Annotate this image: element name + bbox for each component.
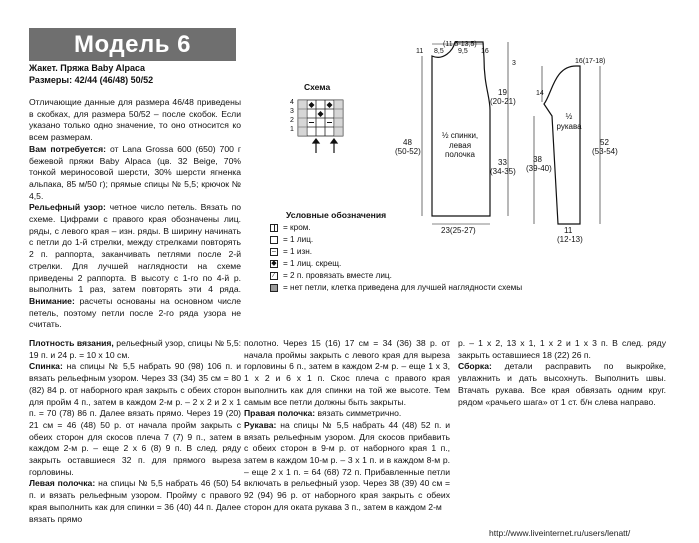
- edge-stitch-column-right: [334, 100, 343, 136]
- legend-item-k2tog: ⁄ = 2 п. провязать вместе лиц.: [270, 270, 392, 281]
- body-width: 23(25-27): [441, 226, 476, 235]
- dim-3: 3: [512, 60, 516, 67]
- assembly-label: Сборка:: [458, 361, 492, 372]
- twisted-knit-icon: ◆: [271, 259, 277, 267]
- dim-shoulder-11: 11: [416, 48, 424, 55]
- materials-text: от Lana Grossa 600 (650) 700 г бежевой пряжи Baby Alpaca (цв. 32 Beige, 70% тонкой мериносовой шерсти, 30% шерсти ягненка альпака, 85 м/50 г); прямые спицы № 5,5; крючок № 4,5.: [29, 143, 242, 201]
- sleeve-side-length-alt: (39-40): [526, 164, 552, 173]
- assembly-text: детали расправить по выкройке, увлажнить и дать высохнуть. Выполнить швы. Втачать рукава. Все края обвязать одним круг. рядом «рачьего шага» от 1 ст. б/н слева направо.: [458, 361, 666, 407]
- materials-paragraph: [29, 144, 241, 203]
- sleeve-length: 52: [600, 138, 609, 147]
- yarn-line: Жакет. Пряжа Baby Alpaca: [29, 63, 146, 73]
- assembly-paragraph: [458, 361, 666, 408]
- row-number-1: 1: [290, 126, 294, 133]
- row-number-4: 4: [290, 99, 294, 106]
- no-stitch-icon: [270, 284, 278, 292]
- neck-size-range: (11,5-13,5): [443, 41, 477, 48]
- sleeve-part-label: ½ рукава: [556, 112, 582, 131]
- materials-label: Вам потребуется:: [29, 143, 106, 154]
- column-2: [244, 338, 450, 514]
- pattern-text: четное число петель. Вязать по схеме. Цифрами с правого края обозначены лиц. ряды, с левого края – изн. ряды. В ширину начинать с петли до 1-й стрелки, между стрелками повторять 2 п. раппорта, заканчивать петлями после 2-й стрелки. Для лучшей наглядности на схеме приведены 2 раппорта. В высоту с 1-го по 4-й р. выполнить 1 раз, затем повторять эти 4 ряда.: [29, 202, 242, 295]
- side-height: 33: [498, 158, 507, 167]
- sleeve-label: Рукава:: [244, 419, 277, 430]
- left-front-label: Левая полочка:: [29, 478, 96, 489]
- back-label: Спинка:: [29, 361, 63, 372]
- body-length-alt: (50-52): [395, 147, 421, 156]
- sleeve-text: на спицы № 5,5 набрать 44 (48) 52 п. и вязать рельефным узором. Для скосов прибавить с обеих сторон в 9-м р. от наборного края 1 п., затем в каждом 10-м р. – 3 х 1 п. и в каждом 8-м р. – еще 2 х 1 п. = 64 (68) 72 п. Прибавленные петли включать в рельефный узор. Через 38 (39) 40 см = 92 (94) 96 р. от наборного края закрыть с обеих сторон для оката рукава 3 п., затем в каждом 2-м: [244, 419, 450, 512]
- sizes-line: Размеры: 42/44 (46/48) 50/52: [29, 74, 154, 85]
- pattern-label: Рельефный узор:: [29, 202, 106, 213]
- right-front-paragraph: [244, 408, 450, 420]
- legend-item-purl: – = 1 изн.: [270, 246, 312, 257]
- stitch-chart: [296, 98, 348, 156]
- dim-9-5: 9,5: [458, 48, 468, 55]
- k2tog-icon: ⁄: [270, 272, 278, 280]
- legend-item-knit: = 1 лиц.: [270, 234, 313, 245]
- density-text: рельефный узор, спицы № 5,5: 19 п. и 24 р. = 10 х 10 см.: [29, 338, 242, 360]
- schema-label: Схема: [304, 82, 331, 92]
- legend-item-no-stitch: = нет петли, клетка приведена для лучшей наглядности схемы: [270, 282, 522, 293]
- sleeve-cuff-width-alt: (12-13): [557, 235, 583, 244]
- purl-icon: –: [270, 248, 278, 256]
- body-part-label: ½ спинки, левая полочка: [441, 131, 479, 159]
- armhole-height-alt: (20-21): [490, 97, 516, 106]
- left-front-text: на спицы № 5,5 набрать 46 (50) 54 п. и вязать рельефным узором. Пройму с правого края выполнить как для спинки = 36 (40) 44 п. Далее вязать прямо: [29, 478, 241, 524]
- repeat-arrows: [313, 139, 337, 153]
- pattern-paragraph: [29, 202, 241, 331]
- sleeve-top-width: 16(17-18): [575, 58, 606, 65]
- knit-icon: [270, 236, 278, 244]
- column-1-lower: [29, 338, 241, 525]
- sleeve-paragraph: [244, 420, 450, 514]
- row-number-3: 3: [290, 108, 294, 115]
- back-paragraph: [29, 361, 241, 478]
- sleeve-outline: [544, 66, 580, 224]
- body-length: 48: [403, 138, 412, 147]
- dim-16: 16: [481, 48, 489, 55]
- sleeve-cuff-width: 11: [564, 226, 573, 235]
- legend-item-edge: = кром.: [270, 222, 311, 233]
- left-front-paragraph: [29, 478, 241, 525]
- sleeve-cap-height: 14: [536, 90, 544, 97]
- body-outline: [432, 42, 490, 216]
- dim-8-5: 8,5: [434, 48, 444, 55]
- sleeve-schematic: [530, 56, 640, 226]
- intro-block: [29, 63, 241, 86]
- right-front-text: вязать симметрично.: [317, 408, 402, 419]
- left-front-continued: полотно. Через 15 (16) 17 см = 34 (36) 38 р. от начала проймы закрыть с левого края для выреза горловины 6 п., затем в каждом 2-м р. – еще 1 х 3, 1 х 2 и 6 х 1 п. Скос плеча с правого края выполнить как для спинки на той же высоте. Тем самым все петли должны быть закрыты.: [244, 338, 450, 407]
- legend-title: Условные обозначения: [286, 210, 387, 220]
- crossed-stitch-marks: [309, 102, 333, 117]
- edge-stitch-icon: [270, 224, 278, 232]
- density-paragraph: [29, 338, 241, 361]
- sleeve-length-alt: (53-54): [592, 147, 618, 156]
- edge-stitch-column: [298, 100, 307, 136]
- pattern-note-text: расчеты основаны на основном числе петель, поэтому петли после 2-го ряда узора не считать.: [29, 295, 242, 330]
- right-front-label: Правая полочка:: [244, 408, 316, 419]
- sizes-note: Отличающие данные для размера 46/48 приведены в скобках, для размера 50/52 – после скобок. Если указано только одно значение, то оно относится ко всем размерам.: [29, 97, 241, 143]
- model-title: Модель 6: [29, 28, 236, 61]
- sleeve-side-length: 38: [533, 155, 542, 164]
- sleeve-continued: р. – 1 х 2, 13 х 1, 1 х 2 и 1 х 3 п. В след. ряду закрыть оставшиеся 18 (22) 26 п.: [458, 338, 666, 360]
- column-1-upper: [29, 97, 241, 331]
- column-3: [458, 338, 666, 408]
- source-url[interactable]: http://www.liveinternet.ru/users/lenatt/: [489, 528, 631, 538]
- pattern-note-label: Внимание:: [29, 295, 75, 306]
- density-label: Плотность вязания,: [29, 338, 114, 348]
- back-text: на спицы № 5,5 набрать 90 (98) 106 п. и вязать рельефным узором. Через 33 (34) 35 см = 80 (82) 84 р. от наборного края закрыть с обеих сторон для пройм 4 п., затем в каждом 2-м р. – 2 х 2 и 2 х 1 п. = 70 (78) 86 п. Далее вязать прямо. Через 19 (20) 21 см = 46 (48) 50 р. от начала пройм закрыть с обеих сторон для скосов плеча 7 (7) 9 п., затем в каждом 2-м р. – еще 2 х 6 (8) 9 п. В след. ряду закрыть оставшиеся 32 п. для прямого выреза горловины.: [29, 361, 241, 477]
- side-height-alt: (34-35): [490, 167, 516, 176]
- row-number-2: 2: [290, 117, 294, 124]
- legend-item-twisted: ◆ = 1 лиц. скрещ.: [271, 259, 342, 268]
- armhole-height: 19: [498, 88, 507, 97]
